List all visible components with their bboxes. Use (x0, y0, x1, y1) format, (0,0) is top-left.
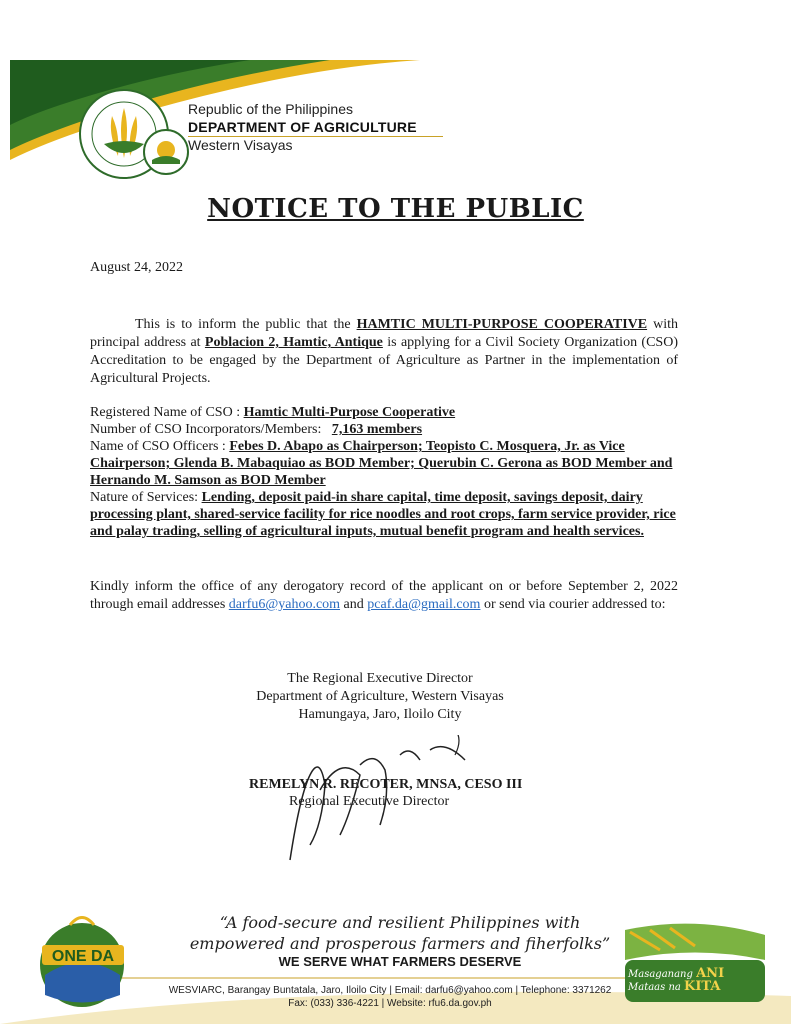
cso-services-value: Lending, deposit paid-in share capital, time deposit, savings deposit, dairy processing plant, shared-service facility for rice noodles and root crops, farm service provider, rice and palay trading, selling of agricultural inputs, mutual benefit program and health services. (90, 490, 676, 539)
request-text-3: or send via courier addressed to: (480, 597, 666, 612)
cso-services-label: Nature of Services: (90, 490, 202, 505)
intro-paragraph (90, 316, 678, 388)
region-seal-logo (142, 128, 190, 176)
letterhead (188, 100, 417, 154)
mailing-address (0, 670, 760, 724)
principal-address: Poblacion 2, Hamtic, Antique (204, 335, 383, 350)
cso-services-row (90, 489, 680, 540)
republic-line: Republic of the Philippines (188, 101, 353, 117)
footer-tagline: WE SERVE WHAT FARMERS DESERVE (278, 954, 522, 969)
ani-kita-text (628, 968, 768, 994)
one-da-logo (30, 915, 135, 1010)
cso-officers-label: Name of CSO Officers : (90, 439, 230, 454)
region-line: Western Visayas (188, 137, 293, 153)
cso-members-value: 7,163 members (331, 422, 423, 437)
ani-line-2: Mataas na (628, 982, 681, 993)
intro-text-1: This is to inform the public that the (135, 317, 357, 332)
ani-big-1: ANI (696, 966, 725, 981)
slogan-line-2: empowered and prosperous farmers and fiherfolks” (189, 934, 611, 953)
department-line: DEPARTMENT OF AGRICULTURE (188, 119, 417, 135)
slogan-line-1: “A food-secure and resilient Philippines with (219, 913, 581, 932)
address-line-3: Hamungaya, Jaro, Iloilo City (298, 707, 462, 722)
one-da-text: ONE DA (51, 948, 115, 965)
ani-line-1: Masaganang (628, 969, 693, 980)
request-text-1: Kindly inform the office of any derogatory record of the applicant on or before September 2, 2022 through email addresses (90, 579, 678, 612)
cso-name-row (90, 404, 680, 421)
request-text-2: and (340, 597, 368, 612)
address-line-1: The Regional Executive Director (287, 671, 473, 686)
cso-officers-row (90, 438, 680, 489)
footer-slogan (150, 912, 650, 954)
contact-line-2: Fax: (033) 336-4221 | Website: rfu6.da.gov.ph (288, 998, 492, 1009)
request-paragraph (90, 578, 678, 614)
cso-name-value: Hamtic Multi-Purpose Cooperative (243, 405, 456, 420)
ani-big-2: KITA (684, 979, 721, 994)
intro-text-2: with principal address at (90, 317, 679, 350)
notice-date: August 24, 2022 (90, 260, 183, 275)
contact-line-1: WESVIARC, Barangay Buntatala, Jaro, Iloilo City | Email: darfu6@yahoo.com | Telephone: 3371262 (168, 985, 612, 996)
email-link-pcaf[interactable]: pcaf.da@gmail.com (367, 597, 481, 612)
cso-officers-value: Febes D. Abapo as Chairperson; Teopisto C. Mosquera, Jr. as Vice Chairperson; Glenda B. Mabaquiao as BOD Member; Querubin C. Gerona as BOD Member and Hernando M. Samson as BOD Member (90, 439, 673, 488)
cso-members-row (90, 421, 680, 438)
signatory-title: Regional Executive Director (289, 794, 450, 809)
notice-title: NOTICE TO THE PUBLIC (207, 194, 584, 224)
footer-contact (140, 984, 640, 1010)
email-link-darfu6[interactable]: darfu6@yahoo.com (228, 597, 341, 612)
coop-name: HAMTIC MULTI-PURPOSE COOPERATIVE (356, 317, 648, 332)
cso-members-label: Number of CSO Incorporators/Members: (90, 422, 325, 437)
signatory-name: REMELYN R. RECOTER, MNSA, CESO III (249, 777, 523, 792)
cso-name-label: Registered Name of CSO : (90, 405, 244, 420)
cso-details (90, 404, 680, 540)
address-line-2: Department of Agriculture, Western Visayas (256, 689, 504, 704)
letterhead-divider (188, 136, 443, 137)
intro-text-3: is applying for a Civil Society Organization (CSO) Accreditation to be engaged by the Department of Agriculture as Partner in the implementation of Agricultural Projects. (90, 335, 678, 386)
